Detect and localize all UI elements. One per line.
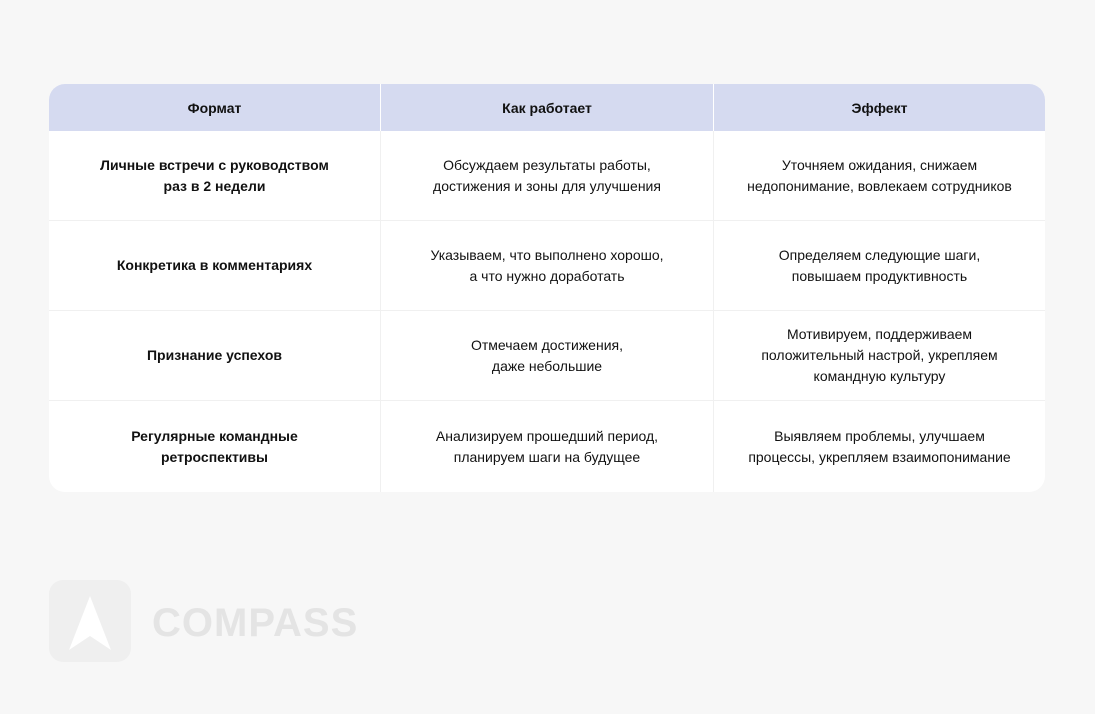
cell-format: Конкретика в комментариях	[49, 221, 381, 310]
cell-effect: Мотивируем, поддерживаем положительный настрой, укрепляем командную культуру	[761, 326, 998, 384]
compass-arrow-icon	[49, 580, 131, 662]
cell-format: Признание успехов	[49, 311, 381, 400]
cell-format: Регулярные командные ретроспективы	[49, 401, 381, 492]
cell-how: Указываем, что выполнено хорошо, а что нужно доработать	[381, 221, 714, 310]
cell-how: Анализируем прошедший период, планируем шаги на будущее	[381, 401, 714, 492]
cell-effect: Определяем следующие шаги, повышаем продуктивность	[778, 246, 981, 284]
compass-logo	[49, 580, 131, 662]
header-how-it-works: Как работает	[381, 84, 714, 131]
cell-effect: Выявляем проблемы, улучшаем процессы, укрепляем взаимопонимание	[748, 427, 1011, 465]
table-row	[49, 131, 1045, 221]
comparison-table	[49, 84, 1045, 492]
cell-how: Отмечаем достижения, даже небольшие	[381, 311, 714, 400]
cell-how: Обсуждаем результаты работы, достижения и зоны для улучшения	[381, 131, 714, 220]
table-row	[49, 401, 1045, 492]
header-format: Формат	[49, 84, 381, 131]
table-row	[49, 311, 1045, 401]
cell-effect: Уточняем ожидания, снижаем недопонимание, вовлекаем сотрудников	[747, 156, 1012, 194]
table-body	[49, 131, 1045, 492]
table-row	[49, 221, 1045, 311]
header-effect: Эффект	[851, 99, 908, 116]
cell-format: Личные встречи с руководством раз в 2 недели	[49, 131, 381, 220]
brand-name: COMPASS	[152, 601, 359, 645]
table-header	[49, 84, 1045, 131]
